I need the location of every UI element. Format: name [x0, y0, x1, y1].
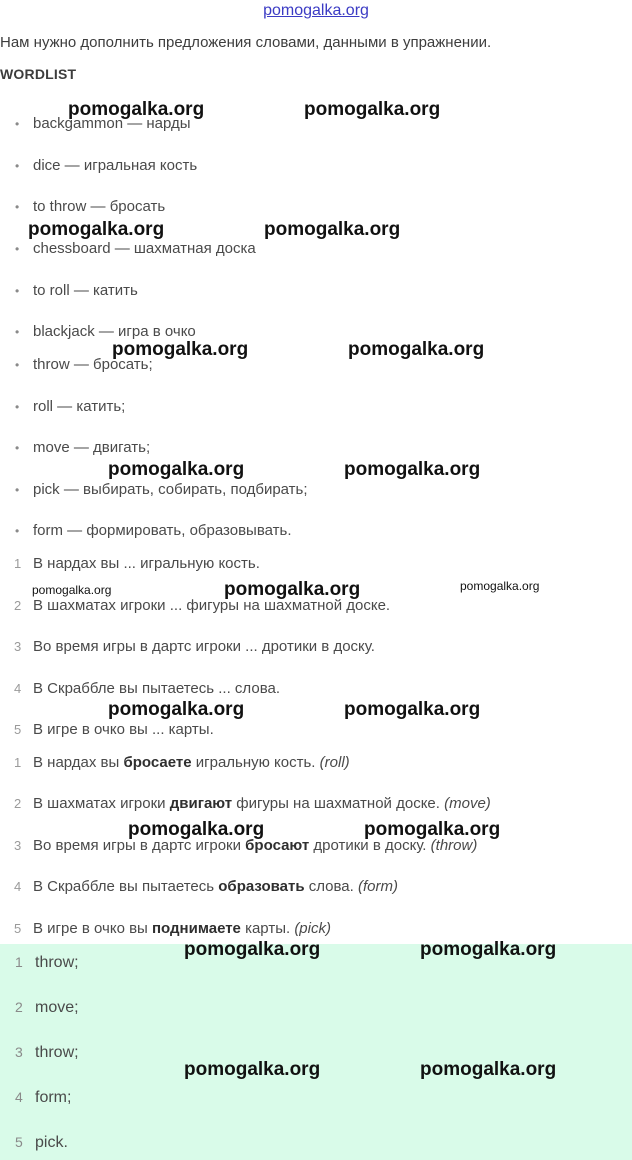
- wordlist-item: • throw — бросать;: [15, 356, 153, 373]
- wordlist-item: • to roll — катить: [15, 282, 138, 299]
- watermark: pomogalka.org: [108, 699, 245, 720]
- intro-text: Нам нужно дополнить предложения словами, данными в упражнении.: [0, 34, 492, 51]
- sentence-item: 2 В шахматах игроки ... фигуры на шахматной доске.: [14, 597, 391, 614]
- watermark: pomogalka.org: [420, 939, 557, 960]
- bullet-icon: •: [15, 358, 20, 372]
- watermark: pomogalka.org: [460, 579, 540, 593]
- watermark: pomogalka.org: [264, 219, 401, 240]
- wordlist-item: • roll — катить;: [15, 398, 126, 415]
- answer-item: 3 throw;: [15, 1044, 79, 1061]
- bullet-icon: •: [15, 524, 20, 538]
- bullet-icon: •: [15, 325, 20, 339]
- completed-sentence: 2 В шахматах игроки двигают фигуры на шахматной доске. (move): [14, 795, 491, 812]
- wordlist-item: • pick — выбирать, собирать, подбирать;: [15, 481, 308, 498]
- bullet-icon: •: [15, 284, 20, 298]
- site-link[interactable]: pomogalka.org: [263, 2, 369, 19]
- watermark: pomogalka.org: [184, 939, 321, 960]
- watermark: pomogalka.org: [420, 1059, 557, 1080]
- bullet-icon: •: [15, 483, 20, 497]
- completed-sentence: 4 В Скраббле вы пытаетесь образовать слова. (form): [14, 878, 398, 895]
- watermark: pomogalka.org: [364, 819, 501, 840]
- completed-sentence: 5 В игре в очко вы поднимаете карты. (pick): [14, 920, 331, 937]
- watermark: pomogalka.org: [68, 99, 205, 120]
- sentence-item: 1 В нардах вы ... игральную кость.: [14, 555, 260, 572]
- watermark: pomogalka.org: [224, 579, 361, 600]
- bullet-icon: •: [15, 441, 20, 455]
- wordlist-item: • dice — игральная кость: [15, 157, 198, 174]
- bullet-icon: •: [15, 400, 20, 414]
- answer-item: 5 pick.: [15, 1134, 68, 1151]
- watermark: pomogalka.org: [28, 219, 165, 240]
- bullet-icon: •: [15, 159, 20, 173]
- watermark: pomogalka.org: [344, 459, 481, 480]
- answer-item: 1 throw;: [15, 954, 79, 971]
- watermark: pomogalka.org: [304, 99, 441, 120]
- wordlist-item: • chessboard — шахматная доска: [15, 240, 256, 257]
- wordlist-item: • blackjack — игра в очко: [15, 323, 196, 340]
- watermark: pomogalka.org: [112, 339, 249, 360]
- watermark: pomogalka.org: [128, 819, 265, 840]
- wordlist-item: • to throw — бросать: [15, 198, 166, 215]
- bullet-icon: •: [15, 200, 20, 214]
- completed-sentence: 3 Во время игры в дартс игроки бросают дротики в доску. (throw): [14, 837, 478, 854]
- answers-panel: [0, 944, 632, 1160]
- answer-item: 4 form;: [15, 1089, 72, 1106]
- bullet-icon: •: [15, 242, 20, 256]
- wordlist-item: • backgammon — нарды: [15, 115, 191, 132]
- sentence-item: 3 Во время игры в дартс игроки ... дротики в доску.: [14, 638, 375, 655]
- watermark: pomogalka.org: [184, 1059, 321, 1080]
- watermark: pomogalka.org: [344, 699, 481, 720]
- wordlist-item: • move — двигать;: [15, 439, 151, 456]
- bullet-icon: •: [15, 117, 20, 131]
- wordlist-heading: WORDLIST: [0, 66, 77, 82]
- wordlist-item: • form — формировать, образовывать.: [15, 522, 292, 539]
- watermark: pomogalka.org: [32, 583, 112, 597]
- sentence-item: 5 В игре в очко вы ... карты.: [14, 721, 214, 738]
- watermark: pomogalka.org: [108, 459, 245, 480]
- watermark: pomogalka.org: [348, 339, 485, 360]
- answer-item: 2 move;: [15, 999, 79, 1016]
- completed-sentence: 1 В нардах вы бросаете игральную кость. (roll): [14, 754, 350, 771]
- sentence-item: 4 В Скраббле вы пытаетесь ... слова.: [14, 680, 281, 697]
